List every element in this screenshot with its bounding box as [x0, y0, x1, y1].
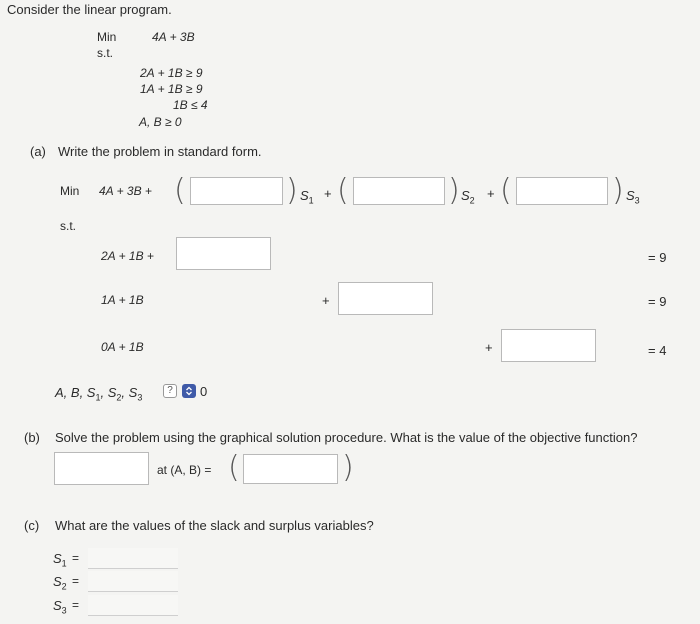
objective-s2-var: $S_2$ — [461, 188, 475, 206]
open-paren: ( — [174, 173, 186, 208]
s3-label: $S_3$ — [53, 598, 67, 616]
part-c-question: What are the values of the slack and surplus variables? — [55, 518, 374, 533]
objective-s1-var: $S_1$ — [300, 188, 314, 206]
row-3-lhs: 0A + 1B — [101, 340, 144, 354]
plus-sign: + — [487, 186, 495, 201]
row-1-lhs: 2A + 1B + — [101, 249, 154, 263]
row-3-coef-input[interactable] — [501, 329, 596, 362]
close-paren: ) — [286, 173, 298, 208]
std-min-label: Min — [60, 184, 80, 198]
plus-sign: + — [324, 186, 332, 201]
s2-equals: = — [72, 574, 80, 588]
lp-objective: 4A + 3B — [152, 30, 195, 44]
open-paren: ( — [337, 173, 349, 208]
lp-constraint-4: A, B ≥ 0 — [139, 115, 182, 129]
s2-label: $S_2$ — [53, 574, 67, 592]
nonneg-rhs: 0 — [200, 384, 208, 399]
row-1-rhs: = 9 — [648, 250, 667, 265]
open-paren: ( — [228, 450, 240, 485]
plus-sign: + — [322, 293, 330, 308]
plus-sign: + — [485, 340, 493, 355]
s3-input[interactable] — [88, 595, 178, 616]
part-b-label: (b) — [24, 430, 40, 445]
solution-point-input[interactable] — [243, 454, 338, 484]
lp-constraint-3: 1B ≤ 4 — [173, 98, 208, 112]
intro-text: Consider the linear program. — [7, 2, 172, 17]
objective-coef-s3-input[interactable] — [516, 177, 608, 205]
std-st-label: s.t. — [60, 219, 77, 233]
part-b-question: Solve the problem using the graphical solution procedure. What is the value of the objective function? — [55, 430, 638, 445]
row-2-coef-input[interactable] — [338, 282, 433, 315]
selector-icon[interactable] — [182, 384, 196, 398]
objective-value-input[interactable] — [54, 452, 149, 485]
row-2-rhs: = 9 — [648, 294, 667, 309]
nonneg-vars: A, B, $S_1$, $S_2$, $S_3$ — [55, 385, 143, 403]
objective-s3-var: $S_3$ — [626, 188, 640, 206]
row-3-rhs: = 4 — [648, 343, 667, 358]
relation-help-icon[interactable]: ? — [163, 384, 177, 398]
s3-equals: = — [72, 598, 80, 612]
std-objective-prefix: 4A + 3B + — [99, 184, 152, 198]
close-paren: ) — [342, 450, 354, 485]
open-paren: ( — [500, 173, 512, 208]
objective-coef-s1-input[interactable] — [190, 177, 283, 205]
s1-equals: = — [72, 551, 80, 565]
row-2-lhs: 1A + 1B — [101, 293, 144, 307]
lp-st-label: s.t. — [97, 46, 114, 60]
part-a-label: (a) — [30, 144, 46, 159]
s2-input[interactable] — [88, 571, 178, 592]
part-a-question: Write the problem in standard form. — [58, 144, 262, 159]
s1-label: $S_1$ — [53, 551, 67, 569]
close-paren: ) — [612, 173, 624, 208]
at-point-label: at (A, B) = — [157, 463, 212, 477]
row-1-coef-input[interactable] — [176, 237, 271, 270]
close-paren: ) — [448, 173, 460, 208]
lp-constraint-2: 1A + 1B ≥ 9 — [140, 82, 203, 96]
lp-constraint-1: 2A + 1B ≥ 9 — [140, 66, 203, 80]
objective-coef-s2-input[interactable] — [353, 177, 445, 205]
part-c-label: (c) — [24, 518, 40, 533]
lp-min-label: Min — [97, 30, 117, 44]
s1-input[interactable] — [88, 548, 178, 569]
